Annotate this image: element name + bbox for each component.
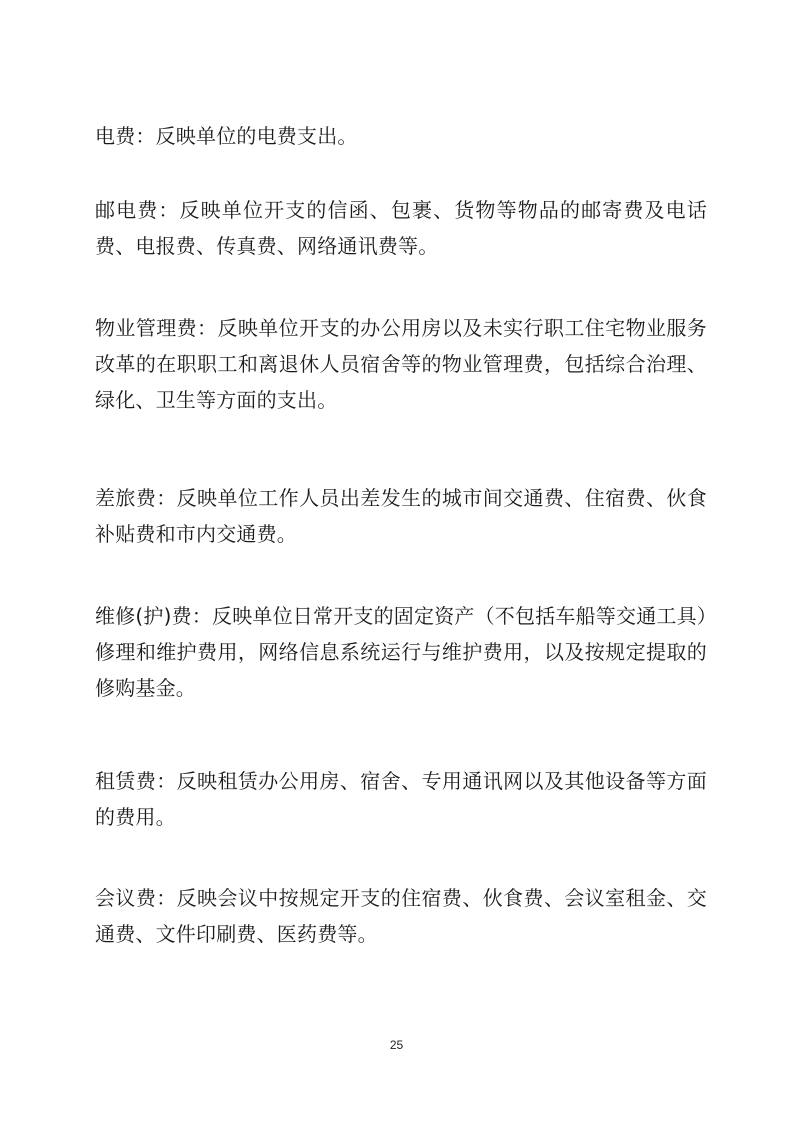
entry-electricity-fee: 电费：反映单位的电费支出。	[95, 124, 358, 148]
entry-meeting-fee: 会议费：反映会议中按规定开支的住宿费、伙食费、会议室租金、交通费、文件印刷费、医药费等。	[95, 886, 707, 946]
entry-rental-fee: 租赁费：反映租赁办公用房、宿舍、专用通讯网以及其他设备等方面的费用。	[95, 769, 707, 829]
page-number: 25	[389, 1038, 404, 1052]
entry-property-management-fee: 物业管理费：反映单位开支的办公用房以及未实行职工住宅物业服务改革的在职职工和离退休人员宿舍等的物业管理费，包括综合治理、绿化、卫生等方面的支出。	[95, 316, 707, 412]
entry-travel-expense: 差旅费：反映单位工作人员出差发生的城市间交通费、住宿费、伙食补贴费和市内交通费。	[95, 486, 707, 546]
entry-postal-telecom-fee: 邮电费：反映单位开支的信函、包裹、货物等物品的邮寄费及电话费、电报费、传真费、网络通讯费等。	[95, 198, 707, 258]
entry-maintenance-fee: 维修(护)费：反映单位日常开支的固定资产（不包括车船等交通工具）修理和维护费用，网络信息系统运行与维护费用，以及按规定提取的修购基金。	[95, 604, 708, 700]
